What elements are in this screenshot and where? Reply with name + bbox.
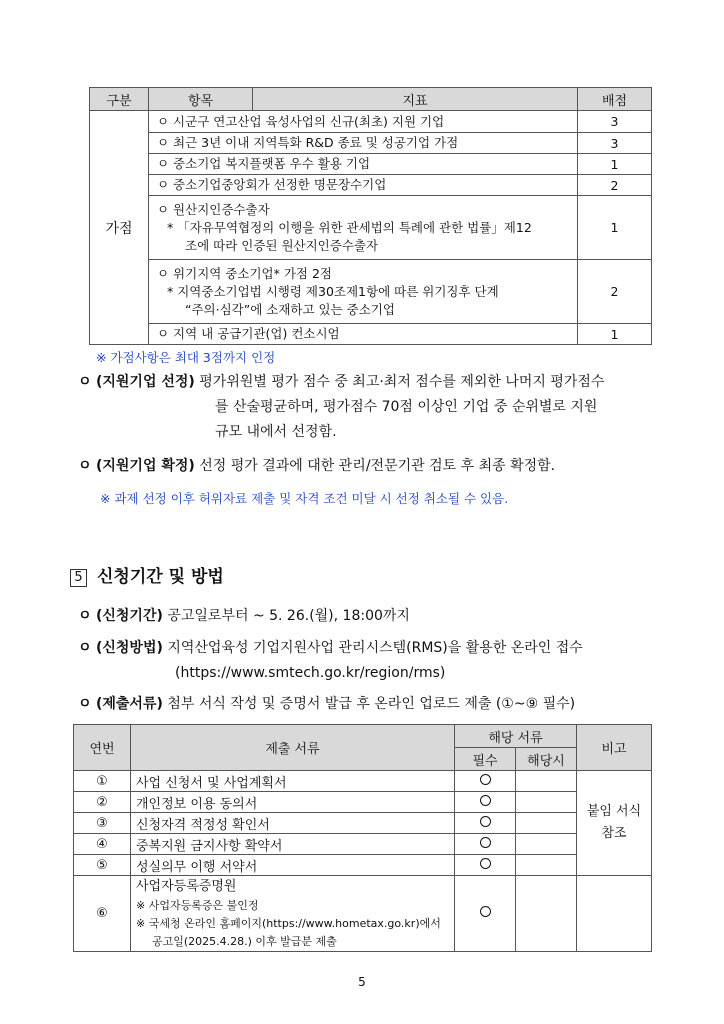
category-cell: 가점 <box>90 111 149 345</box>
doc-note: ※ 사업자등록증은 불인정 <box>136 898 259 912</box>
period-paragraph <box>78 604 410 629</box>
page-number: 5 <box>358 975 366 989</box>
required-mark <box>455 855 516 876</box>
required-mark <box>455 771 516 792</box>
circle-mark-icon <box>480 858 491 869</box>
bullet: ㅇ <box>78 458 92 474</box>
circle-mark-icon <box>480 906 491 917</box>
period-text: 공고일로부터 ~ 5. 26.(월), 18:00까지 <box>167 608 410 624</box>
table-row <box>74 834 652 855</box>
method-url: (https://www.smtech.go.kr/region/rms) <box>175 665 446 681</box>
confirm-paragraph <box>78 454 555 479</box>
table-row <box>74 792 652 813</box>
if-applicable-cell <box>516 834 577 855</box>
score-cell: 2 <box>578 260 652 324</box>
if-applicable-cell <box>516 792 577 813</box>
indicator-subnote: 조에 따라 인증된 원산지인증수출자 <box>185 237 379 253</box>
indicator-subnote: * 「자유무역협정의 이행을 위한 관세법의 특례에 관한 법률」제12 <box>167 219 532 235</box>
doc-note: 공고일(2025.4.28.) 이후 발급분 제출 <box>152 934 337 948</box>
table-row <box>74 771 652 792</box>
indicator-cell <box>149 175 578 196</box>
doc-note: ※ 국세청 온라인 홈페이지(https://www.hometax.go.kr)에서 <box>136 916 441 930</box>
indicator-text: ㅇ 최근 3년 이내 지역특화 R&D 종료 및 성공기업 가점 <box>157 135 459 150</box>
score-cell: 1 <box>578 324 652 345</box>
circle-mark-icon <box>480 816 491 827</box>
header-indicator: 지표 <box>253 88 578 111</box>
required-mark <box>455 792 516 813</box>
header-applies: 해당 서류 <box>455 725 577 748</box>
remark-line2: 참조 <box>601 826 627 841</box>
indicator-cell <box>149 133 578 154</box>
circle-mark-icon <box>480 774 491 785</box>
bullet: ㅇ <box>78 640 92 656</box>
table-row <box>74 813 652 834</box>
score-cell: 2 <box>578 175 652 196</box>
selection-line3: 규모 내에서 선정함. <box>215 424 337 440</box>
header-if-applicable: 해당시 <box>516 748 577 771</box>
score-cell: 3 <box>578 133 652 154</box>
section-heading <box>70 562 224 587</box>
table-header-row <box>90 88 652 111</box>
selection-line2: 를 산술평균하며, 평가점수 70점 이상인 기업 중 순위별로 지원 <box>215 399 598 415</box>
if-applicable-cell <box>516 813 577 834</box>
doc-no: ⑥ <box>74 876 131 952</box>
indicator-subnote: “주의·심각”에 소재하고 있는 중소기업 <box>185 301 395 317</box>
doc-name-cell <box>131 876 455 952</box>
indicator-text: ㅇ 중소기업중앙회가 선정한 명문장수기업 <box>157 177 387 192</box>
bullet: ㅇ <box>78 374 92 390</box>
header-no: 연번 <box>74 725 131 771</box>
indicator-text: ㅇ 위기지역 중소기업* 가점 2점 <box>157 265 332 281</box>
table-header-row <box>74 725 652 748</box>
score-cell: 1 <box>578 154 652 175</box>
header-required: 필수 <box>455 748 516 771</box>
header-doc-name: 제출 서류 <box>131 725 455 771</box>
indicator-text: ㅇ 원산지인증수출자 <box>157 201 270 217</box>
section-number: 5 <box>70 569 87 587</box>
score-cell: 1 <box>578 196 652 260</box>
selection-line1: 평가위원별 평가 점수 중 최고·최저 점수를 제외한 나머지 평가점수 <box>199 374 605 390</box>
remarks-cell <box>577 771 652 876</box>
bonus-note: ※ 가점사항은 최대 3점까지 인정 <box>96 350 276 365</box>
indicator-cell <box>149 111 578 133</box>
doc-name: 사업자등록증명원 <box>136 878 237 894</box>
selection-label: (지원기업 선정) <box>95 374 195 390</box>
indicator-text: ㅇ 지역 내 공급기관(업) 컨소시엄 <box>157 326 340 341</box>
documents-table <box>73 724 652 952</box>
indicator-cell <box>149 260 578 324</box>
doc-no: ① <box>74 771 131 792</box>
doc-name: 개인정보 이용 동의서 <box>131 792 455 813</box>
doc-name: 신청자격 적정성 확인서 <box>131 813 455 834</box>
table-row <box>90 324 652 345</box>
circle-mark-icon <box>480 837 491 848</box>
remarks-cell <box>577 876 652 952</box>
confirm-label: (지원기업 확정) <box>95 458 195 474</box>
bullet: ㅇ <box>78 608 92 624</box>
doc-name: 중복지원 금지사항 확약서 <box>131 834 455 855</box>
doc-no: ⑤ <box>74 855 131 876</box>
docs-paragraph <box>78 692 575 717</box>
table-row <box>90 133 652 154</box>
doc-no: ③ <box>74 813 131 834</box>
indicator-subnote: * 지역중소기업법 시행령 제30조제1항에 따른 위기징후 단계 <box>167 283 499 299</box>
section-title: 신청기간 및 방법 <box>97 567 224 587</box>
method-label: (신청방법) <box>95 640 163 656</box>
doc-no: ② <box>74 792 131 813</box>
header-item: 항목 <box>149 88 253 111</box>
confirm-text: 선정 평가 결과에 대한 관리/전문기관 검토 후 최종 확정함. <box>199 458 556 474</box>
selection-note: ※ 과제 선정 이후 허위자료 제출 및 자격 조건 미달 시 선정 취소될 수 있음. <box>100 491 509 506</box>
doc-no: ④ <box>74 834 131 855</box>
period-label: (신청기간) <box>95 608 163 624</box>
table-row <box>90 175 652 196</box>
score-cell: 3 <box>578 111 652 133</box>
selection-paragraph <box>78 370 658 445</box>
method-paragraph <box>78 636 583 686</box>
indicator-text: ㅇ 시군구 연고산업 육성사업의 신규(최초) 지원 기업 <box>157 113 445 129</box>
header-score: 배점 <box>578 88 652 111</box>
indicator-cell <box>149 154 578 175</box>
remark-line1: 붙임 서식 <box>586 804 642 819</box>
indicator-text: ㅇ 중소기업 복지플랫폼 우수 활용 기업 <box>157 156 371 171</box>
if-applicable-cell <box>516 855 577 876</box>
table-row <box>90 154 652 175</box>
table-row <box>74 876 652 952</box>
bonus-points-table <box>89 87 652 345</box>
method-text: 지역산업육성 기업지원사업 관리시스템(RMS)을 활용한 온라인 접수 <box>167 640 583 656</box>
header-remarks: 비고 <box>577 725 652 771</box>
bullet: ㅇ <box>78 696 92 712</box>
required-mark <box>455 876 516 952</box>
docs-label: (제출서류) <box>95 696 163 712</box>
required-mark <box>455 834 516 855</box>
required-mark <box>455 813 516 834</box>
doc-name: 성실의무 이행 서약서 <box>131 855 455 876</box>
docs-text: 첨부 서식 작성 및 증명서 발급 후 온라인 업로드 제출 (①~⑨ 필수) <box>167 696 576 712</box>
table-row <box>90 196 652 260</box>
table-row <box>90 111 652 133</box>
circle-mark-icon <box>480 795 491 806</box>
table-row <box>74 855 652 876</box>
indicator-cell <box>149 324 578 345</box>
header-category: 구분 <box>90 88 149 111</box>
doc-name: 사업 신청서 및 사업계획서 <box>131 771 455 792</box>
table-row <box>90 260 652 324</box>
if-applicable-cell <box>516 876 577 952</box>
indicator-cell <box>149 196 578 260</box>
if-applicable-cell <box>516 771 577 792</box>
